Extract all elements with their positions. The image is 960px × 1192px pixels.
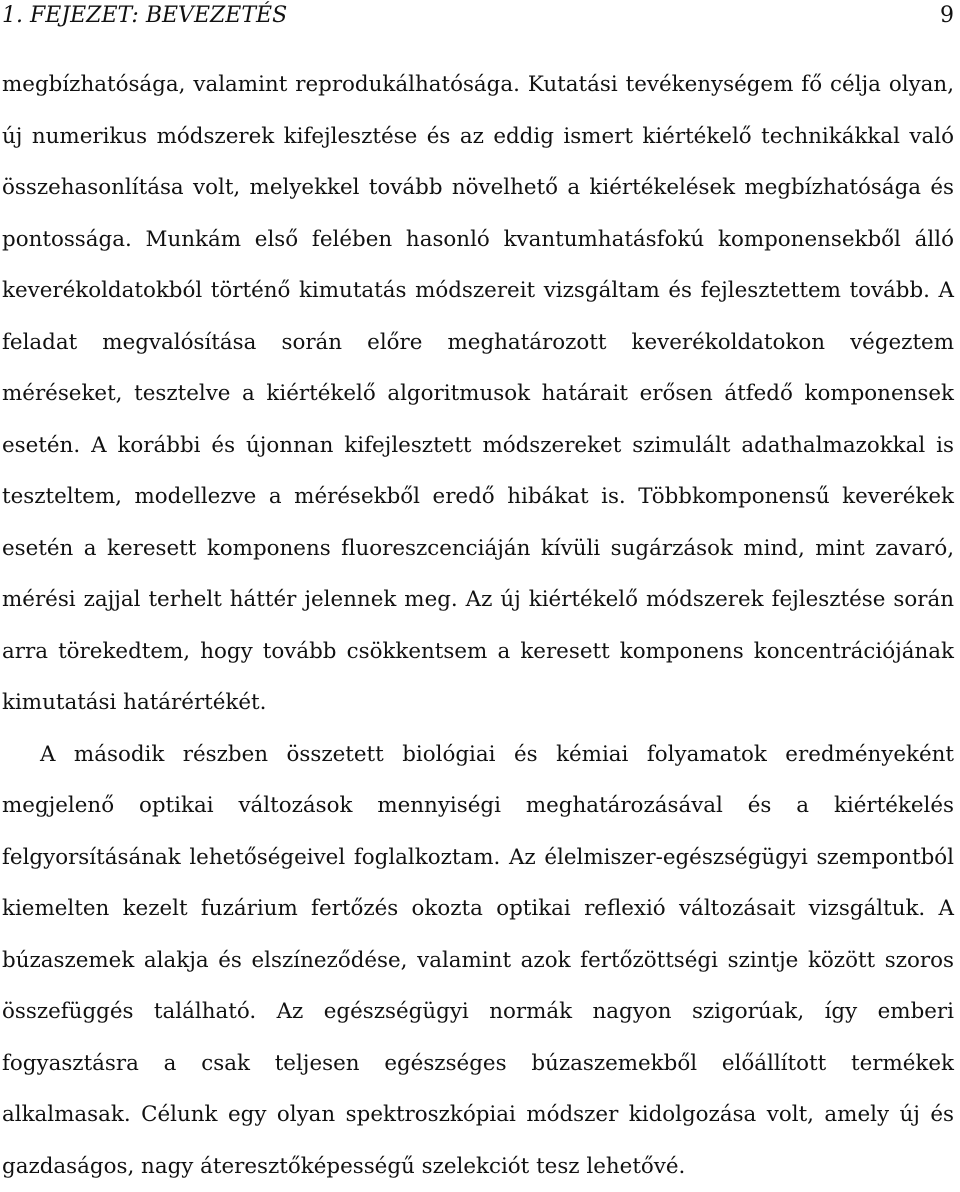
paragraph-1: megbízhatósága, valamint reprodukálhatósága. Kutatási tevékenységem fő célja olyan, új numerikus módszerek kifejlesztése és az eddig ismert kiértékelő technikákkal való összehasonlítása volt, melyekkel tovább növelhető a kiértékelések megbízhatósága és pontossága. Munkám első felében hasonló kvantumhatásfokú komponensekből álló keverékoldatokból történő kimutatás módszereit vizsgáltam és fejlesztettem tovább. A feladat megvalósítása során előre meghatározott keverékoldatokon végeztem méréseket, tesztelve a kiértékelő algoritmusok határait erősen átfedő komponensek esetén. A korábbi és újonnan kifejlesztett módszereket szimulált adathalmazokkal is teszteltem, modellezve a mérésekből eredő hibákat is. Többkomponensű keverékek esetén a keresett komponens fluoreszcenciáján kívüli sugárzások mind, mint zavaró, mérési zajjal terhelt háttér jelennek meg. Az új kiértékelő módszerek fejlesztése során arra törekedtem, hogy tovább csökkentsem a keresett komponens koncentrációjának kimutatási határértékét.: [2, 59, 954, 729]
paragraph-2: A második részben összetett biológiai és kémiai folyamatok eredményeként megjelenő optikai változások mennyiségi meghatározásával és a kiértékelés felgyorsításának lehetőségeivel foglalkoztam. Az élelmiszer-egészségügyi szempontból kiemelten kezelt fuzárium fertőzés okozta optikai reflexió változásait vizsgáltuk. A búzaszemek alakja és elszíneződése, valamint azok fertőzöttségi szintje között szoros összefüggés található. Az egészségügyi normák nagyon szigorúak, így emberi fogyasztásra a csak teljesen egészséges búzaszemekből előállított termékek alkalmasak. Célunk egy olyan spektroszkópiai módszer kidolgozása volt, amely új és gazdaságos, nagy áteresztőképességű szelekciót tesz lehetővé.: [2, 729, 954, 1192]
running-header: [2, 0, 954, 34]
body-text: [2, 59, 954, 1192]
page-number: 9: [940, 0, 954, 32]
chapter-title: 1. FEJEZET: BEVEZETÉS: [2, 0, 287, 32]
